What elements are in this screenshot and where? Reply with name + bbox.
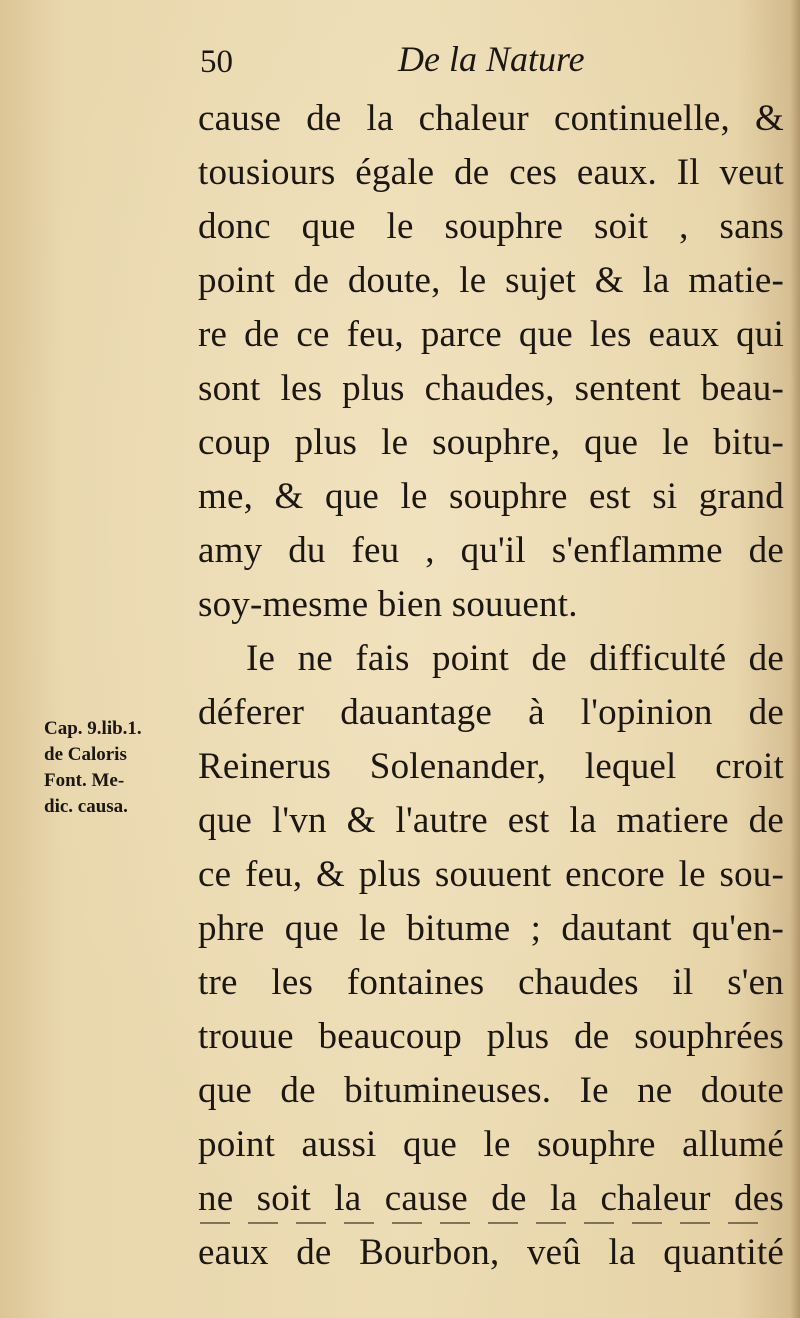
marginal-note-line: Cap. 9.lib.1. [44, 718, 142, 739]
text-line: point aussi que le souphre allumé [198, 1124, 784, 1165]
text-line: phre que le bitume ; dautant qu'en- [198, 908, 784, 949]
marginal-note [44, 716, 194, 820]
text-line: soy-mesme bien souuent. [198, 584, 578, 625]
paragraph-start-line: Ie ne fais point de difficulté de [246, 638, 784, 679]
text-line: ne soit la cause de la chaleur des [198, 1178, 784, 1219]
body-text [198, 92, 784, 1280]
text-line: amy du feu , qu'il s'enflamme de [198, 530, 784, 571]
text-line: re de ce feu, parce que les eaux qui [198, 314, 784, 355]
bottom-rule [200, 1222, 760, 1224]
text-line: point de doute, le sujet & la matie- [198, 260, 784, 301]
text-line: trouue beaucoup plus de souphrées [198, 1016, 784, 1057]
text-line: eaux de Bourbon, veû la quantité [198, 1232, 784, 1273]
text-line: que de bitumineuses. Ie ne doute [198, 1070, 784, 1111]
page-gutter-shadow [790, 0, 800, 1318]
text-line: que l'vn & l'autre est la matiere de [198, 800, 784, 841]
marginal-note-line: dic. causa. [44, 796, 128, 817]
text-line: coup plus le souphre, que le bitu- [198, 422, 784, 463]
text-line: Reinerus Solenander, lequel croit [198, 746, 784, 787]
marginal-note-line: Font. Me- [44, 770, 125, 791]
page-number: 50 [200, 44, 233, 80]
text-line: donc que le souphre soit , sans [198, 206, 784, 247]
text-line: cause de la chaleur continuelle, & [198, 98, 784, 139]
text-line: sont les plus chaudes, sentent beau- [198, 368, 784, 409]
text-line: déferer dauantage à l'opinion de [198, 692, 784, 733]
text-line: ce feu, & plus souuent encore le sou- [198, 854, 784, 895]
text-line: tousiours égale de ces eaux. Il veut [198, 152, 784, 193]
marginal-note-line: de Caloris [44, 744, 127, 765]
text-line: me, & que le souphre est si grand [198, 476, 784, 517]
running-title: De la Nature [398, 39, 585, 79]
text-line: tre les fontaines chaudes il s'en [198, 962, 784, 1003]
page-header [198, 38, 798, 86]
